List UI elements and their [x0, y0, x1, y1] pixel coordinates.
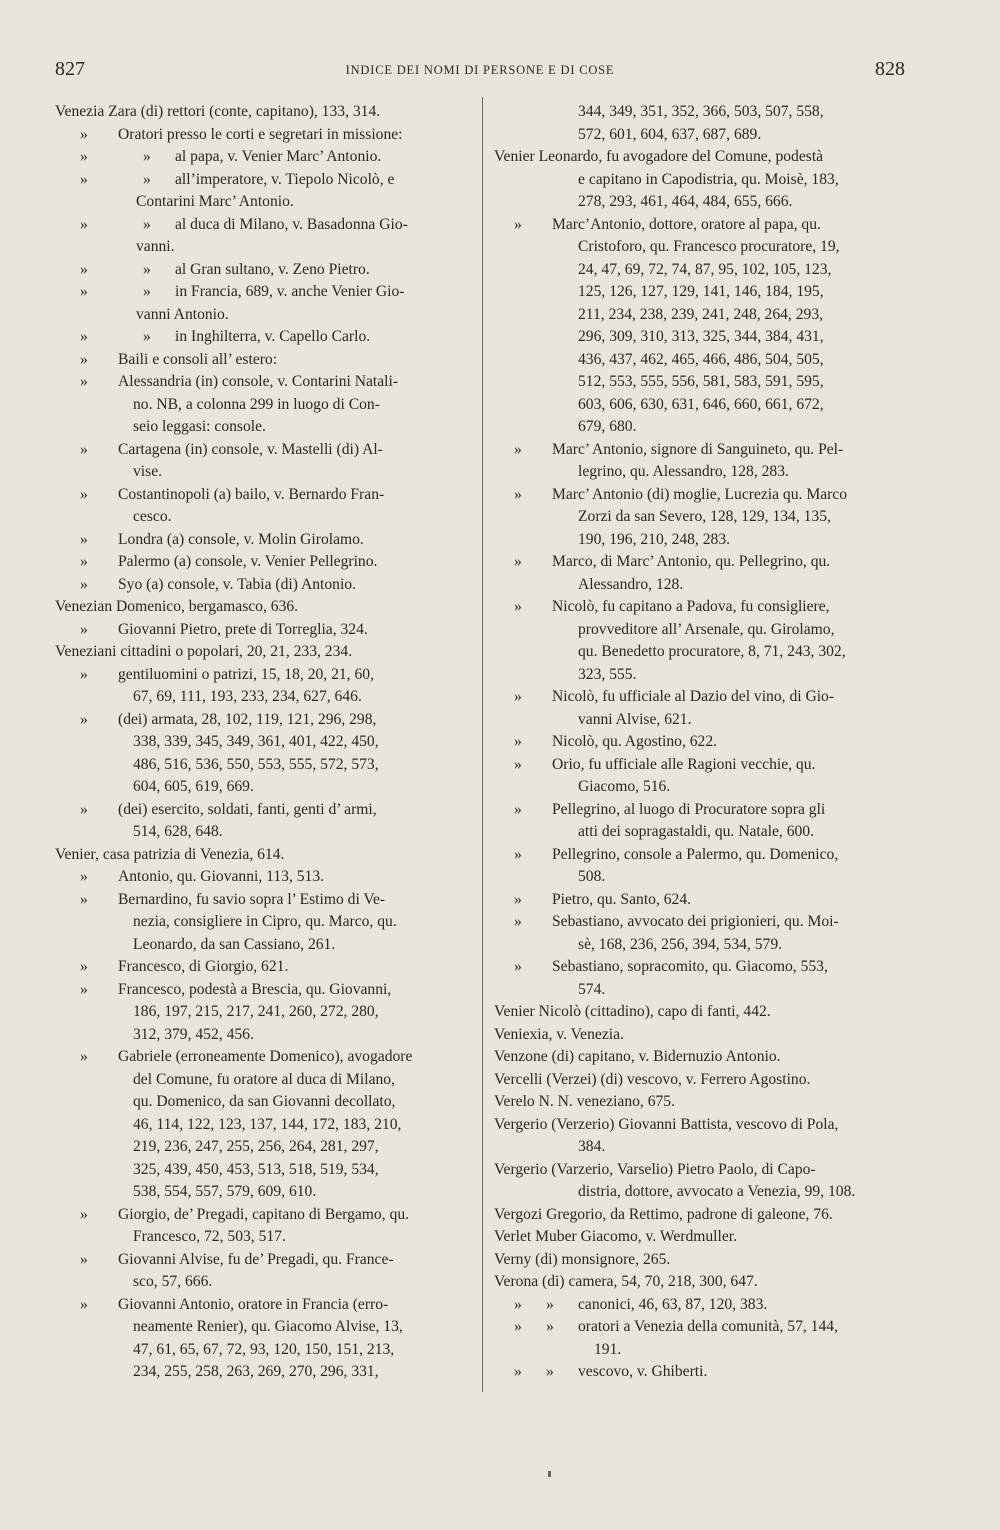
- index-line: [55, 1249, 475, 1272]
- index-text: Vergerio (Verzerio) Giovanni Battista, vescovo di Pola,: [494, 1115, 839, 1133]
- index-text: Baili e consoli all’ estero:: [118, 350, 278, 368]
- index-line: [55, 1001, 475, 1024]
- running-title: INDICE DEI NOMI DI PERSONE E DI COSE: [345, 63, 615, 77]
- index-text: del Comune, fu oratore al duca di Milano,: [133, 1070, 395, 1088]
- index-line: [494, 326, 909, 349]
- index-line: [55, 304, 475, 327]
- ditto-mark: »: [514, 440, 522, 458]
- index-line: [494, 259, 909, 282]
- index-line: [494, 146, 909, 169]
- index-line: [55, 844, 475, 867]
- index-text: Marc’Antonio, dottore, oratore al papa, qu.: [552, 215, 821, 233]
- index-text: Costantinopoli (a) bailo, v. Bernardo Fran-: [118, 485, 385, 503]
- index-line: [55, 776, 475, 799]
- index-line: [494, 1249, 909, 1272]
- ditto-mark: »: [514, 485, 522, 503]
- ditto-mark: »: [80, 215, 88, 233]
- index-text: Veneziani cittadini o popolari, 20, 21, 233, 234.: [55, 643, 353, 660]
- ditto-mark: »: [80, 710, 88, 728]
- index-line: [494, 889, 909, 912]
- index-text: vescovo, v. Ghiberti.: [578, 1363, 708, 1380]
- index-text: 574.: [578, 980, 606, 998]
- index-text: (dei) esercito, soldati, fanti, genti d’ armi,: [118, 800, 377, 818]
- index-text: Vergerio (Varzerio, Varselio) Pietro Paolo, di Capo-: [494, 1160, 816, 1178]
- index-line: [55, 1069, 475, 1092]
- index-line: [494, 551, 909, 574]
- ditto-mark: »: [514, 958, 522, 975]
- index-text: 325, 439, 450, 453, 513, 518, 519, 534,: [133, 1160, 379, 1178]
- index-line: [494, 956, 909, 979]
- ditto-mark: »: [514, 688, 522, 705]
- index-text: Venier Leonardo, fu avogadore del Comune, podestà: [494, 148, 824, 165]
- column-divider: [482, 97, 483, 1392]
- ditto-mark: »: [80, 620, 88, 638]
- index-text: 190, 196, 210, 248, 283.: [578, 530, 731, 548]
- index-text: Verona (di) camera, 54, 70, 218, 300, 647.: [494, 1273, 758, 1290]
- ditto-mark: »: [80, 373, 88, 390]
- index-text: Giacomo, 516.: [578, 778, 671, 795]
- index-line: [494, 934, 909, 957]
- index-line: [494, 281, 909, 304]
- ditto-mark: »: [514, 733, 522, 750]
- index-line: [55, 866, 475, 889]
- index-line: [494, 1271, 909, 1294]
- index-text: qu. Domenico, da san Giovanni decollato,: [133, 1093, 396, 1110]
- index-line: [55, 1159, 475, 1182]
- index-text: sco, 57, 666.: [133, 1273, 213, 1290]
- index-line: [55, 371, 475, 394]
- index-line: [494, 169, 909, 192]
- index-line: [55, 821, 475, 844]
- index-text: 234, 255, 258, 263, 269, 270, 296, 331,: [133, 1363, 379, 1380]
- index-line: [55, 1024, 475, 1047]
- index-text: vanni Alvise, 621.: [578, 710, 692, 728]
- ditto-mark: »: [80, 890, 88, 908]
- index-line: [494, 799, 909, 822]
- index-text: 572, 601, 604, 637, 687, 689.: [578, 125, 762, 143]
- index-line: [494, 664, 909, 687]
- index-text: 604, 605, 619, 669.: [133, 778, 254, 795]
- index-text: Zorzi da san Severo, 128, 129, 134, 135,: [578, 508, 831, 525]
- index-line: [494, 461, 909, 484]
- index-text: Palermo (a) console, v. Venier Pellegrino.: [118, 553, 378, 570]
- index-line: [55, 1114, 475, 1137]
- index-line: [55, 956, 475, 979]
- ditto-mark: »: [80, 1250, 88, 1268]
- index-text: 46, 114, 122, 123, 137, 144, 172, 183, 210,: [133, 1115, 402, 1133]
- index-line: [55, 1361, 475, 1384]
- index-line: [55, 484, 475, 507]
- index-text: Francesco, podestà a Brescia, qu. Giovanni,: [118, 980, 392, 998]
- index-line: [494, 1024, 909, 1047]
- ditto-mark: »: [80, 958, 88, 975]
- index-line: [494, 416, 909, 439]
- index-line: [55, 1046, 475, 1069]
- index-line: [494, 821, 909, 844]
- index-text: Cartagena (in) console, v. Mastelli (di) Al-: [118, 440, 383, 458]
- index-line: [494, 1181, 909, 1204]
- ditto-mark: »: [80, 1205, 88, 1223]
- ditto-mark: »: [80, 283, 88, 300]
- index-line: [55, 214, 475, 237]
- index-line: [55, 1271, 475, 1294]
- index-line: [494, 619, 909, 642]
- index-line: [55, 529, 475, 552]
- ditto-mark: »: [80, 530, 88, 548]
- index-text: Gabriele (erroneamente Domenico), avogadore: [118, 1048, 413, 1065]
- index-text: legrino, qu. Alessandro, 128, 283.: [578, 463, 789, 480]
- ditto-mark: »: [80, 800, 88, 818]
- index-text: al Gran sultano, v. Zeno Pietro.: [175, 260, 370, 278]
- index-line: [494, 124, 909, 147]
- index-text: Contarini Marc’ Antonio.: [136, 193, 294, 210]
- ditto-mark: »: [514, 215, 522, 233]
- ditto-mark: »: [143, 283, 151, 300]
- index-line: [55, 326, 475, 349]
- index-text: 186, 197, 215, 217, 241, 260, 272, 280,: [133, 1003, 379, 1020]
- index-text: Venzone (di) capitano, v. Bidernuzio Antonio.: [494, 1048, 781, 1065]
- index-line: [494, 641, 909, 664]
- index-text: 125, 126, 127, 129, 141, 146, 184, 195,: [578, 283, 824, 300]
- index-text: in Inghilterra, v. Capello Carlo.: [175, 328, 371, 345]
- index-text: 296, 309, 310, 313, 325, 344, 384, 431,: [578, 328, 824, 345]
- right-column: [494, 101, 909, 1384]
- ditto-mark: »: [80, 1048, 88, 1065]
- index-text: (dei) armata, 28, 102, 119, 121, 296, 298,: [118, 710, 377, 728]
- index-text: Verelo N. N. veneziano, 675.: [494, 1093, 676, 1110]
- print-mark: [548, 1471, 551, 1477]
- index-line: [494, 506, 909, 529]
- index-line: [494, 236, 909, 259]
- index-line: [494, 731, 909, 754]
- index-line: [55, 259, 475, 282]
- ditto-mark: »: [80, 440, 88, 458]
- ditto-mark: »: [514, 800, 522, 818]
- index-line: [494, 1204, 909, 1227]
- index-text: oratori a Venezia della comunità, 57, 144,: [578, 1318, 838, 1335]
- index-text: all’imperatore, v. Tiepolo Nicolò, e: [175, 170, 395, 188]
- index-text: 67, 69, 111, 193, 233, 234, 627, 646.: [133, 688, 362, 705]
- index-text: 486, 516, 536, 550, 553, 555, 572, 573,: [133, 755, 379, 773]
- index-line: [55, 551, 475, 574]
- ditto-mark: »: [514, 845, 522, 863]
- index-line: [494, 1136, 909, 1159]
- index-text: Nicolò, fu capitano a Padova, fu consigliere,: [552, 598, 830, 615]
- index-line: [55, 101, 475, 124]
- ditto-mark: »: [143, 328, 151, 345]
- index-text: vanni.: [136, 238, 175, 255]
- index-text: al papa, v. Venier Marc’ Antonio.: [175, 148, 382, 165]
- index-text: Venezian Domenico, bergamasco, 636.: [55, 598, 299, 615]
- index-line: [55, 416, 475, 439]
- index-text: Orio, fu ufficiale alle Ragioni vecchie, qu.: [552, 755, 816, 773]
- ditto-mark: »: [80, 1295, 88, 1313]
- index-line: [55, 236, 475, 259]
- index-text: 384.: [578, 1138, 606, 1155]
- index-line: [55, 1339, 475, 1362]
- index-line: [55, 889, 475, 912]
- index-text: 679, 680.: [578, 418, 637, 435]
- page-number-left: 827: [55, 58, 85, 80]
- ditto-mark: »: [80, 980, 88, 998]
- index-text: Venezia Zara (di) rettori (conte, capitano), 133, 314.: [55, 103, 381, 120]
- index-line: [55, 124, 475, 147]
- index-text: 312, 379, 452, 456.: [133, 1025, 254, 1043]
- index-text: Veniexia, v. Venezia.: [494, 1025, 624, 1043]
- index-text: Giovanni Antonio, oratore in Francia (erro-: [118, 1295, 389, 1313]
- index-text: Alessandria (in) console, v. Contarini Natali-: [118, 373, 399, 390]
- index-text: qu. Benedetto procuratore, 8, 71, 243, 302,: [578, 643, 846, 660]
- index-line: [55, 574, 475, 597]
- index-text: Oratori presso le corti e segretari in missione:: [118, 125, 403, 143]
- index-line: [494, 844, 909, 867]
- index-text: vanni Antonio.: [136, 305, 229, 323]
- index-text: Cristoforo, qu. Francesco procuratore, 19,: [578, 238, 840, 255]
- ditto-mark: »: [80, 553, 88, 570]
- index-text: nezia, consigliere in Cipro, qu. Marco, qu.: [133, 913, 397, 930]
- index-line: [55, 664, 475, 687]
- ditto-mark: »: [514, 755, 522, 773]
- index-line: [55, 1136, 475, 1159]
- ditto-mark: »: [80, 170, 88, 188]
- ditto-mark: »: [143, 148, 151, 165]
- ditto-mark: »: [80, 575, 88, 593]
- index-line: [494, 349, 909, 372]
- index-line: [494, 686, 909, 709]
- index-line: [55, 731, 475, 754]
- index-text: no. NB, a colonna 299 in luogo di Con-: [133, 395, 380, 413]
- ditto-mark: »: [80, 148, 88, 165]
- index-line: [494, 1361, 909, 1384]
- index-line: [55, 349, 475, 372]
- index-line: [55, 506, 475, 529]
- index-text: Verny (di) monsignore, 265.: [494, 1250, 671, 1268]
- index-line: [494, 1091, 909, 1114]
- index-line: [55, 686, 475, 709]
- index-text: gentiluomini o patrizi, 15, 18, 20, 21, 60,: [118, 665, 374, 683]
- index-line: [494, 214, 909, 237]
- index-line: [494, 1226, 909, 1249]
- index-line: [494, 191, 909, 214]
- index-text: Giovanni Alvise, fu de’ Pregadi, qu. France-: [118, 1250, 394, 1268]
- ditto-mark: »: [514, 553, 522, 570]
- page-number-right: 828: [875, 58, 905, 80]
- index-text: Sebastiano, avvocato dei prigionieri, qu. Moi-: [552, 913, 839, 930]
- ditto-mark: »: [80, 350, 88, 368]
- index-line: [494, 1294, 909, 1317]
- index-text: Verlet Muber Giacomo, v. Werdmuller.: [494, 1228, 737, 1245]
- index-text: provveditore all’ Arsenale, qu. Girolamo,: [578, 620, 835, 638]
- index-text: Francesco, 72, 503, 517.: [133, 1228, 286, 1245]
- index-text: Venier, casa patrizia di Venezia, 614.: [55, 845, 285, 863]
- index-text: Pellegrino, al luogo di Procuratore sopra gli: [552, 800, 826, 818]
- index-line: [494, 484, 909, 507]
- index-line: [494, 371, 909, 394]
- index-line: [494, 1114, 909, 1137]
- index-text: sè, 168, 236, 256, 394, 534, 579.: [578, 935, 783, 953]
- index-text: in Francia, 689, v. anche Venier Gio-: [175, 283, 405, 300]
- index-text: vise.: [133, 463, 163, 480]
- index-line: [55, 709, 475, 732]
- index-text: 219, 236, 247, 255, 256, 264, 281, 297,: [133, 1138, 379, 1155]
- index-text: distria, dottore, avvocato a Venezia, 99, 108.: [578, 1183, 856, 1200]
- index-line: [55, 1294, 475, 1317]
- left-column: [55, 101, 475, 1384]
- index-line: [494, 574, 909, 597]
- index-line: [55, 1204, 475, 1227]
- ditto-mark: »: [514, 913, 522, 930]
- ditto-mark: »: [514, 890, 522, 908]
- index-line: [494, 709, 909, 732]
- ditto-mark: »: [514, 1318, 522, 1335]
- index-line: [55, 281, 475, 304]
- index-text: Antonio, qu. Giovanni, 113, 513.: [118, 868, 325, 885]
- index-text: 278, 293, 461, 464, 484, 655, 666.: [578, 193, 793, 210]
- ditto-mark: »: [80, 485, 88, 503]
- page-header: [55, 58, 905, 84]
- index-text: neamente Renier), qu. Giacomo Alvise, 13,: [133, 1318, 403, 1335]
- index-line: [494, 1001, 909, 1024]
- index-text: Vergozi Gregorio, da Rettimo, padrone di galeone, 76.: [494, 1205, 833, 1223]
- index-text: Pellegrino, console a Palermo, qu. Domenico,: [552, 845, 839, 863]
- index-text: 344, 349, 351, 352, 366, 503, 507, 558,: [578, 103, 824, 120]
- index-text: Syo (a) console, v. Tabia (di) Antonio.: [118, 575, 356, 593]
- index-text: 191.: [594, 1340, 622, 1358]
- index-line: [55, 1316, 475, 1339]
- index-text: canonici, 46, 63, 87, 120, 383.: [578, 1295, 768, 1313]
- index-line: [494, 1046, 909, 1069]
- index-line: [55, 979, 475, 1002]
- index-line: [55, 461, 475, 484]
- index-text: Vercelli (Verzei) (di) vescovo, v. Ferrero Agostino.: [494, 1070, 811, 1088]
- index-line: [55, 1226, 475, 1249]
- index-text: Giovanni Pietro, prete di Torreglia, 324.: [118, 620, 368, 638]
- index-text: Nicolò, fu ufficiale al Dazio del vino, di Gio-: [552, 688, 835, 705]
- index-text: Sebastiano, sopracomito, qu. Giacomo, 553,: [552, 958, 828, 975]
- index-line: [494, 394, 909, 417]
- index-text: Giorgio, de’ Pregadi, capitano di Bergamo, qu.: [118, 1205, 410, 1223]
- index-line: [55, 394, 475, 417]
- index-line: [494, 1316, 909, 1339]
- ditto-mark: »: [514, 1295, 522, 1313]
- index-text: 338, 339, 345, 349, 361, 401, 422, 450,: [133, 733, 379, 750]
- ditto-mark: »: [80, 868, 88, 885]
- index-text: 514, 628, 648.: [133, 823, 223, 840]
- ditto-mark: »: [143, 215, 151, 233]
- index-text: 512, 553, 555, 556, 581, 583, 591, 595,: [578, 373, 824, 390]
- index-text: Marc’ Antonio, signore di Sanguineto, qu. Pel-: [552, 440, 844, 458]
- index-text: 508.: [578, 868, 606, 885]
- index-text: seio leggasi: console.: [133, 418, 266, 435]
- index-text: atti dei sopragastaldi, qu. Natale, 600.: [578, 823, 815, 840]
- index-line: [55, 169, 475, 192]
- index-line: [55, 799, 475, 822]
- index-text: al duca di Milano, v. Basadonna Gio-: [175, 215, 408, 233]
- index-text: Pietro, qu. Santo, 624.: [552, 890, 692, 908]
- ditto-mark: »: [143, 170, 151, 188]
- index-line: [55, 934, 475, 957]
- index-text: Venier Nicolò (cittadino), capo di fanti, 442.: [494, 1003, 771, 1020]
- index-text: Bernardino, fu savio sopra l’ Estimo di Ve-: [118, 890, 386, 908]
- index-line: [55, 191, 475, 214]
- index-text: 538, 554, 557, 579, 609, 610.: [133, 1183, 317, 1200]
- index-line: [55, 754, 475, 777]
- index-line: [55, 439, 475, 462]
- ditto-mark: »: [80, 125, 88, 143]
- index-line: [494, 304, 909, 327]
- ditto-mark: »: [80, 328, 88, 345]
- index-text: 211, 234, 238, 239, 241, 248, 264, 293,: [578, 305, 824, 323]
- index-text: cesco.: [133, 508, 172, 525]
- index-line: [494, 596, 909, 619]
- index-line: [55, 619, 475, 642]
- index-text: Marc’ Antonio (di) moglie, Lucrezia qu. Marco: [552, 485, 848, 503]
- index-line: [55, 911, 475, 934]
- index-line: [55, 1091, 475, 1114]
- index-line: [494, 754, 909, 777]
- index-line: [494, 866, 909, 889]
- ditto-mark: »: [546, 1318, 554, 1335]
- ditto-mark: »: [80, 665, 88, 683]
- index-line: [494, 1069, 909, 1092]
- ditto-mark: »: [546, 1295, 554, 1313]
- index-text: Marco, di Marc’ Antonio, qu. Pellegrino, qu.: [552, 553, 831, 570]
- index-text: e capitano in Capodistria, qu. Moisè, 183,: [578, 170, 839, 188]
- index-text: 47, 61, 65, 67, 72, 93, 120, 150, 151, 213,: [133, 1340, 395, 1358]
- ditto-mark: »: [143, 260, 151, 278]
- index-line: [494, 439, 909, 462]
- index-text: 603, 606, 630, 631, 646, 660, 661, 672,: [578, 395, 824, 413]
- index-line: [494, 1339, 909, 1362]
- index-text: 24, 47, 69, 72, 74, 87, 95, 102, 105, 123,: [578, 260, 832, 278]
- index-line: [494, 776, 909, 799]
- index-line: [55, 641, 475, 664]
- index-line: [494, 529, 909, 552]
- index-line: [494, 911, 909, 934]
- ditto-mark: »: [514, 598, 522, 615]
- index-text: Nicolò, qu. Agostino, 622.: [552, 733, 718, 750]
- index-text: 436, 437, 462, 465, 466, 486, 504, 505,: [578, 350, 824, 368]
- ditto-mark: »: [80, 260, 88, 278]
- index-text: Francesco, di Giorgio, 621.: [118, 958, 289, 975]
- index-line: [55, 596, 475, 619]
- index-line: [55, 146, 475, 169]
- index-line: [494, 1159, 909, 1182]
- ditto-mark: »: [514, 1363, 522, 1380]
- ditto-mark: »: [546, 1363, 554, 1380]
- index-line: [494, 979, 909, 1002]
- index-text: 323, 555.: [578, 665, 637, 683]
- index-text: Leonardo, da san Cassiano, 261.: [133, 935, 336, 953]
- index-line: [494, 101, 909, 124]
- index-text: Londra (a) console, v. Molin Girolamo.: [118, 530, 364, 548]
- index-line: [55, 1181, 475, 1204]
- index-text: Alessandro, 128.: [578, 575, 684, 593]
